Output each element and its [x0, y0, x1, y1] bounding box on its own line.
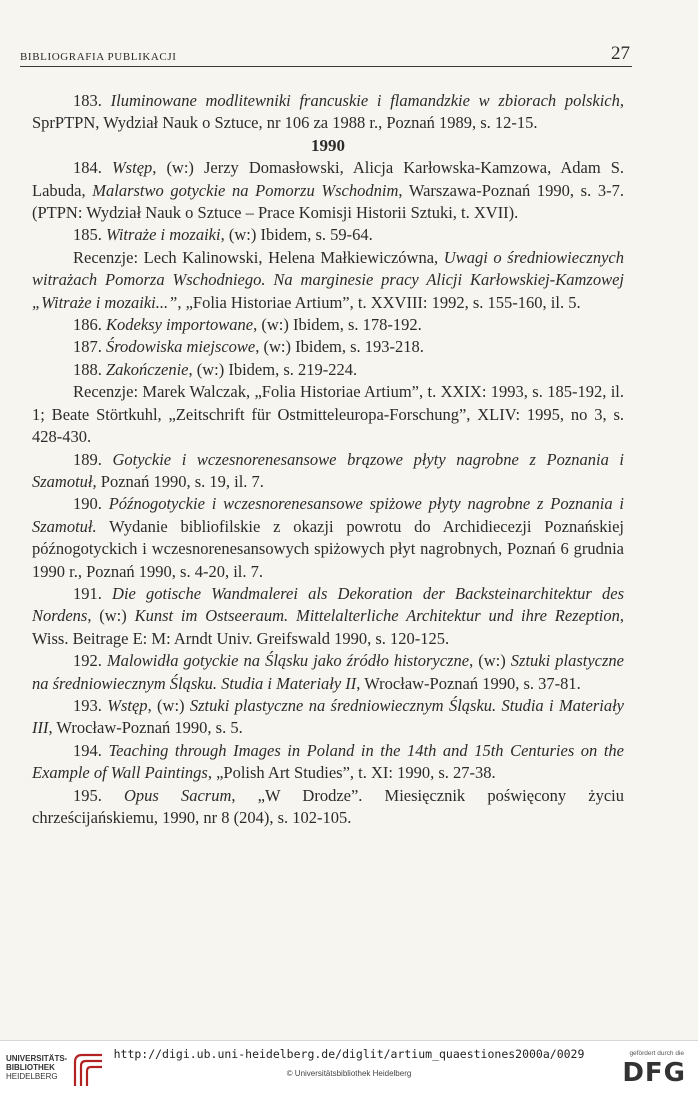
entry-title-italic: Malowidła gotyckie na Śląsku jako źródło historyczne: [106, 651, 470, 671]
entry-title-italic: Wstęp: [107, 695, 148, 715]
entry-title-italic: Sztuki plastyczne na średniowiecznym Śląsku. Studia i Materiały III: [32, 695, 625, 738]
entry-title-italic: Sztuki plastyczne na średniowiecznym Śląsku. Studia i Materiały II: [32, 651, 624, 693]
entry-title-italic: Iluminowane modlitewniki francuskie i flamandzkie w zbiorach polskich: [110, 91, 620, 110]
entry-185: [32, 224, 624, 246]
entry-194: [32, 740, 624, 785]
entry-title-italic: Die gotische Wandmalerei als Dekoration der Backsteinarchitektur des Nordens: [32, 583, 625, 626]
entry-title-italic: Witraże i mozaiki: [106, 225, 221, 245]
entry-text: , (w:): [87, 606, 135, 626]
copyright-notice: © Universitätsbibliothek Heidelberg: [286, 1069, 412, 1078]
entry-title-italic: Kunst im Ostseeraum. Mittelalterliche Architektur und ihre Rezeption: [134, 606, 620, 626]
running-head: [20, 40, 632, 67]
review-185: [32, 247, 624, 314]
running-head-title: BIBLIOGRAFIA PUBLIKACJI: [20, 51, 177, 63]
page-number: 27: [611, 43, 630, 64]
entry-187: [32, 336, 624, 358]
entry-title-italic: Uwagi o średniowiecznych witrażach Pomorza Wschodniego. Na marginesie pracy Alicji Karłowskiej-Kamzowej „Witraże i mozaiki...”: [32, 247, 624, 312]
entry-text: , (w:): [147, 695, 190, 715]
entry-186: [32, 314, 624, 336]
entry-text: , „Folia Historiae Artium”, t. XXVIII: 1992, s. 155-160, il. 5.: [177, 292, 581, 312]
entry-text: , „Polish Art Studies”, t. XI: 1990, s. 27-38.: [207, 763, 496, 783]
entry-title-italic: Zakończenie: [106, 359, 189, 379]
library-name-line2: BIBLIOTHEK: [6, 1063, 55, 1072]
entry-text: , (w:) Jerzy Domasłowski, Alicja Karłowska-Kamzowa, Adam S. Labuda,: [32, 158, 625, 200]
entry-text: 188.: [73, 359, 106, 379]
entry-text: 183.: [73, 91, 111, 110]
entry-text: , (w:): [469, 651, 511, 671]
entry-text: 189.: [73, 449, 113, 469]
entry-text: , (w:) Ibidem, s. 178-192.: [253, 315, 422, 335]
entry-title-italic: Kodeksy importowane: [106, 315, 254, 335]
entry-text: , Wiss. Beitrage E: M: Arndt Univ. Greifswald 1990, s. 120-125.: [32, 606, 624, 648]
entry-title-italic: Środowiska miejscowe: [106, 337, 256, 357]
entry-title-italic: Opus Sacrum: [124, 785, 232, 805]
entry-text: , Wrocław-Poznań 1990, s. 5.: [48, 718, 243, 738]
entry-text: , Warszawa-Poznań 1990, s. 3-7. (PTPN: Wydział Nauk o Sztuce – Prace Komisji Historii Sztuki, t. XVII).: [32, 180, 624, 223]
entry-text: 191.: [73, 583, 113, 603]
entry-text: , (w:) Ibidem, s. 193-218.: [255, 337, 424, 357]
entry-184: [32, 157, 624, 224]
entry-192: [32, 650, 624, 695]
entry-text: Recenzje: Marek Walczak, „Folia Historiae Artium”, t. XXIX: 1993, s. 185-192, il. 1; Beate Störtkuhl, „Zeitschrift für Ostmitteleuropa-Forschung”, XLIV: 1995, no 3, s. 428-430.: [32, 382, 624, 447]
entry-text: , (w:) Ibidem, s. 219-224.: [188, 359, 358, 379]
entry-title-italic: Malarstwo gotyckie na Pomorzu Wschodnim: [92, 180, 399, 200]
review-188: [32, 381, 624, 448]
entry-text: 187.: [73, 337, 106, 357]
year-heading: 1990: [311, 135, 345, 155]
entry-title-italic: Teaching through Images in Poland in the 14th and 15th Centuries on the Example of Wall Paintings: [32, 740, 625, 783]
entry-193: [32, 695, 624, 740]
permalink-url[interactable]: http://digi.ub.uni-heidelberg.de/diglit/artium_quaestiones2000a/0029: [113, 1047, 585, 1061]
digitization-footer: [0, 1040, 698, 1094]
entry-text: , „W Drodze”. Miesięcznik poświęcony życiu chrześcijańskiemu, 1990, nr 8 (204), s. 102-105.: [32, 785, 625, 827]
entry-text: 194.: [73, 740, 109, 760]
entry-text: Poznań 1990, s. 19, il. 7.: [96, 471, 264, 491]
entry-text: 184.: [73, 158, 112, 178]
library-name-line1: UNIVERSITÄTS-: [6, 1054, 68, 1063]
entry-text: 190.: [73, 494, 109, 514]
bibliography-text: [32, 90, 624, 829]
entry-text: , (w:) Ibidem, s. 59-64.: [220, 225, 373, 245]
entry-text: 193.: [73, 695, 108, 715]
funder-label: gefördert durch die: [629, 1050, 684, 1057]
entry-text: Wydanie bibliofilskie z okazji powrotu do Archidiecezji Poznańskiej późnogotyckich i wczesnorenesansowych spiżowych płyt nagrobnych, Poznań 6 grudnia 1990 r., Poznań 1990, s. 4-20, il. 7.: [32, 516, 624, 581]
entry-text: Recenzje: Lech Kalinowski, Helena Małkiewiczówna,: [73, 247, 444, 267]
entry-188: [32, 359, 624, 381]
entry-title-italic: Gotyckie i wczesnorenesansowe brązowe płyty nagrobne z Poznania i Szamotuł,: [32, 449, 624, 491]
dfg-logo[interactable]: DFG: [622, 1058, 686, 1088]
entry-text: 185.: [73, 225, 106, 245]
entry-183: [32, 90, 624, 135]
entry-191: [32, 583, 624, 650]
entry-text: , Wrocław-Poznań 1990, s. 37-81.: [356, 673, 581, 693]
entry-text: , SprPTPN, Wydział Nauk o Sztuce, nr 106 za 1988 r., Poznań 1989, s. 12-15.: [32, 91, 624, 133]
entry-text: 192.: [73, 651, 107, 671]
entry-text: 186.: [73, 315, 106, 335]
entry-text: 195.: [73, 785, 125, 805]
entry-title-italic: Późnogotyckie i wczesnorenesansowe spiżowe płyty nagrobne z Poznania i Szamotuł.: [32, 494, 624, 536]
entry-189: [32, 449, 624, 494]
entry-195: [32, 785, 624, 830]
library-name-line3: HEIDELBERG: [6, 1072, 58, 1081]
entry-title-italic: Wstęp: [111, 158, 153, 178]
entry-190: [32, 493, 624, 583]
